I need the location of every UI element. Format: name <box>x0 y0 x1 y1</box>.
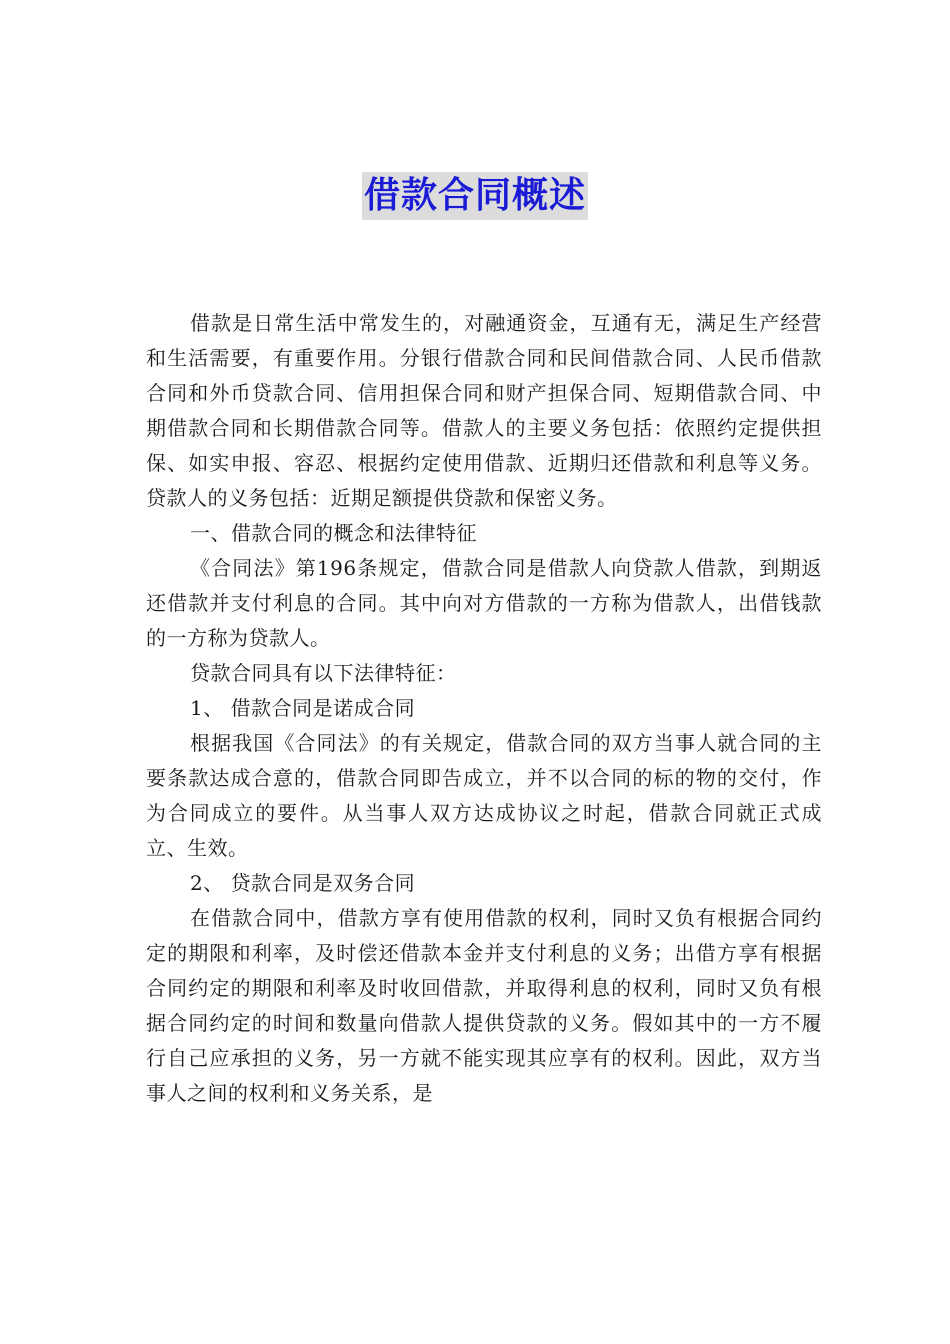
feature-heading-2: 2、 贷款合同是双务合同 <box>190 871 416 895</box>
title-container <box>0 172 950 220</box>
paragraph-features-intro: 贷款合同具有以下法律特征： <box>190 661 457 685</box>
paragraph-feature-1: 根据我国《合同法》的有关规定，借款合同的双方当事人就合同的主要条款达成合意的，借款合同即告成立，并不以合同的标的物的交付，作为合同成立的要件。从当事人双方达成协议之时起，借款合同就正式成立、生效。 <box>146 731 822 860</box>
paragraph-feature-2: 在借款合同中，借款方享有使用借款的权利，同时又负有根据合同约定的期限和利率，及时偿还借款本金并支付利息的义务；出借方享有根据合同约定的期限和利率及时收回借款，并取得利息的权利，同时又负有根据合同约定的时间和数量向借款人提供贷款的义务。假如其中的一方不履行自己应承担的义务，另一方就不能实现其应享有的权利。因此，双方当事人之间的权利和义务关系，是 <box>146 906 822 1105</box>
document-title: 借款合同概述 <box>362 172 588 220</box>
feature-heading-1: 1、 借款合同是诺成合同 <box>190 696 416 720</box>
document-body <box>146 306 822 1111</box>
paragraph-intro: 借款是日常生活中常发生的，对融通资金，互通有无，满足生产经营和生活需要，有重要作用。分银行借款合同和民间借款合同、人民币借款合同和外币贷款合同、信用担保合同和财产担保合同、短期借款合同、中期借款合同和长期借款合同等。借款人的主要义务包括：依照约定提供担保、如实申报、容忍、根据约定使用借款、近期归还借款和利息等义务。贷款人的义务包括：近期足额提供贷款和保密义务。 <box>146 311 822 510</box>
paragraph-definition: 《合同法》第196条规定，借款合同是借款人向贷款人借款，到期返还借款并支付利息的合同。其中向对方借款的一方称为借款人，出借钱款的一方称为贷款人。 <box>146 556 822 650</box>
section-heading-1: 一、借款合同的概念和法律特征 <box>190 521 477 545</box>
